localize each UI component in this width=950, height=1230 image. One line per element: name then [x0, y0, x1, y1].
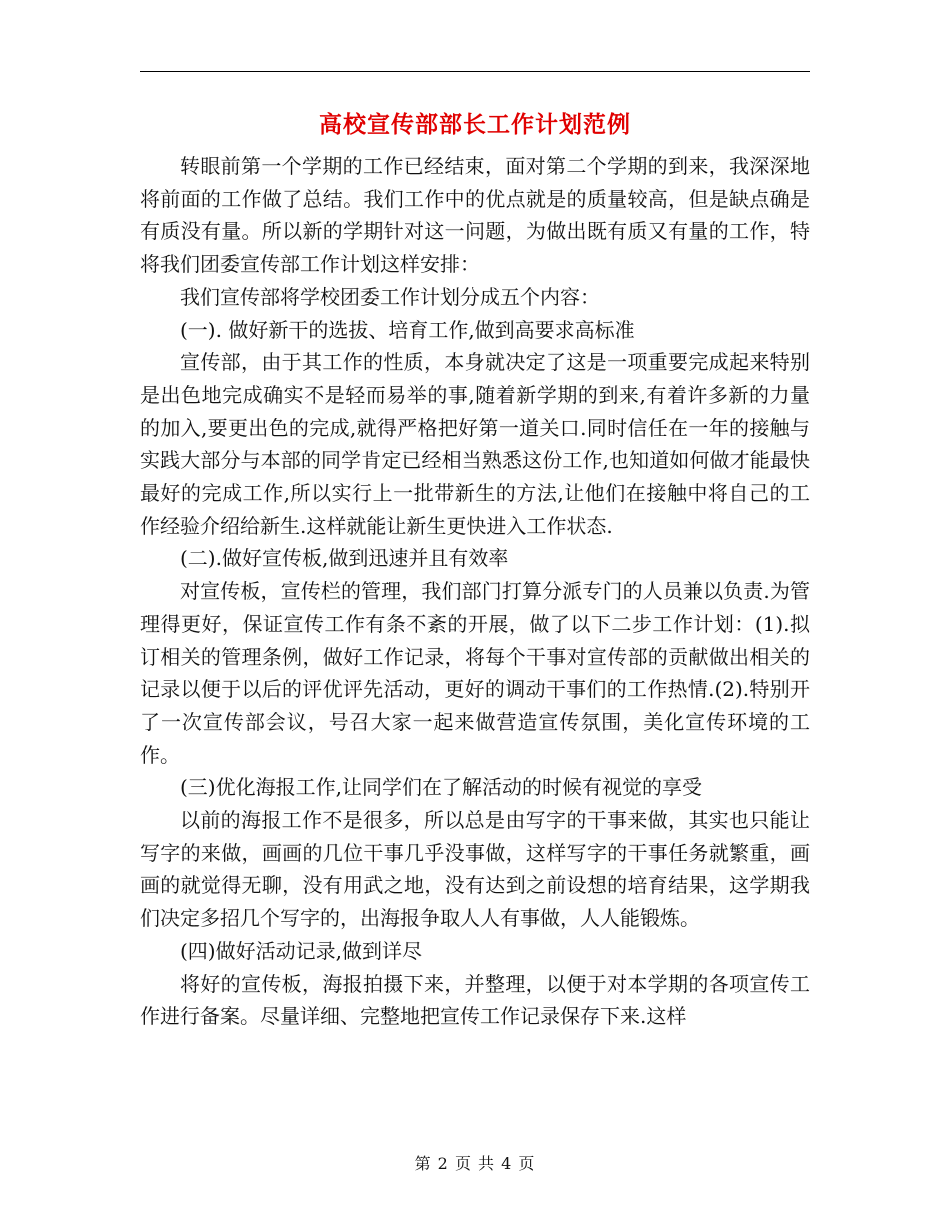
section-heading: (三)优化海报工作,让同学们在了解活动的时候有视觉的享受	[180, 775, 702, 800]
paragraph: 我们宣传部将学校团委工作计划分成五个内容：	[180, 284, 600, 309]
section-heading: (一). 做好新干的选拔、培育工作,做到高要求高标准	[180, 317, 635, 342]
paragraph: 转眼前第一个学期的工作已经结束，面对第二个学期的到来，我深深地将前面的工作做了总结。我们工作中的优点就是的质量较高，但是缺点确是有质没有量。所以新的学期针对这一问题，为做出既有质又有量的工作，特将我们团委宣传部工作计划这样安排：	[140, 154, 810, 277]
page-number: 第 2 页 共 4 页	[414, 1154, 536, 1173]
paragraph: 将好的宣传板，海报拍摄下来，并整理，以便于对本学期的各项宣传工作进行备案。尽量详细、完整地把宣传工作记录保存下来.这样	[140, 971, 810, 1029]
section-heading: (四)做好活动记录,做到详尽	[180, 938, 422, 963]
paragraph: 以前的海报工作不是很多，所以总是由写字的干事来做，其实也只能让写字的来做，画画的几位干事几乎没事做，这样写字的干事任务就繁重，画画的就觉得无聊，没有用武之地，没有达到之前设想的培育结果，这学期我们决定多招几个写字的，出海报争取人人有事做，人人能锻炼。	[140, 808, 810, 931]
section-heading: (二).做好宣传板,做到迅速并且有效率	[180, 546, 509, 571]
document-body	[140, 150, 810, 1033]
paragraph: 对宣传板，宣传栏的管理，我们部门打算分派专门的人员兼以负责.为管理得更好，保证宣传工作有条不紊的开展，做了以下二步工作计划：(1).拟订相关的管理条例，做好工作记录，将每个干事对宣传部的贡献做出相关的记录以便于以后的评优评先活动，更好的调动干事们的工作热情.(2).特别开了一次宣传部会议，号召大家一起来做营造宣传氛围，美化宣传环境的工作。	[140, 579, 810, 767]
header-rule	[140, 71, 810, 72]
paragraph: 宣传部，由于其工作的性质，本身就决定了这是一项重要完成起来特别是出色地完成确实不是轻而易举的事,随着新学期的到来,有着许多新的力量的加入,要更出色的完成,就得严格把好第一道关口.同时信任在一年的接触与实践大部分与本部的同学肯定已经相当熟悉这份工作,也知道如何做才能最快最好的完成工作,所以实行上一批带新生的方法,让他们在接触中将自己的工作经验介绍给新生.这样就能让新生更快进入工作状态.	[140, 350, 810, 538]
document-title: 高校宣传部部长工作计划范例	[319, 111, 631, 138]
